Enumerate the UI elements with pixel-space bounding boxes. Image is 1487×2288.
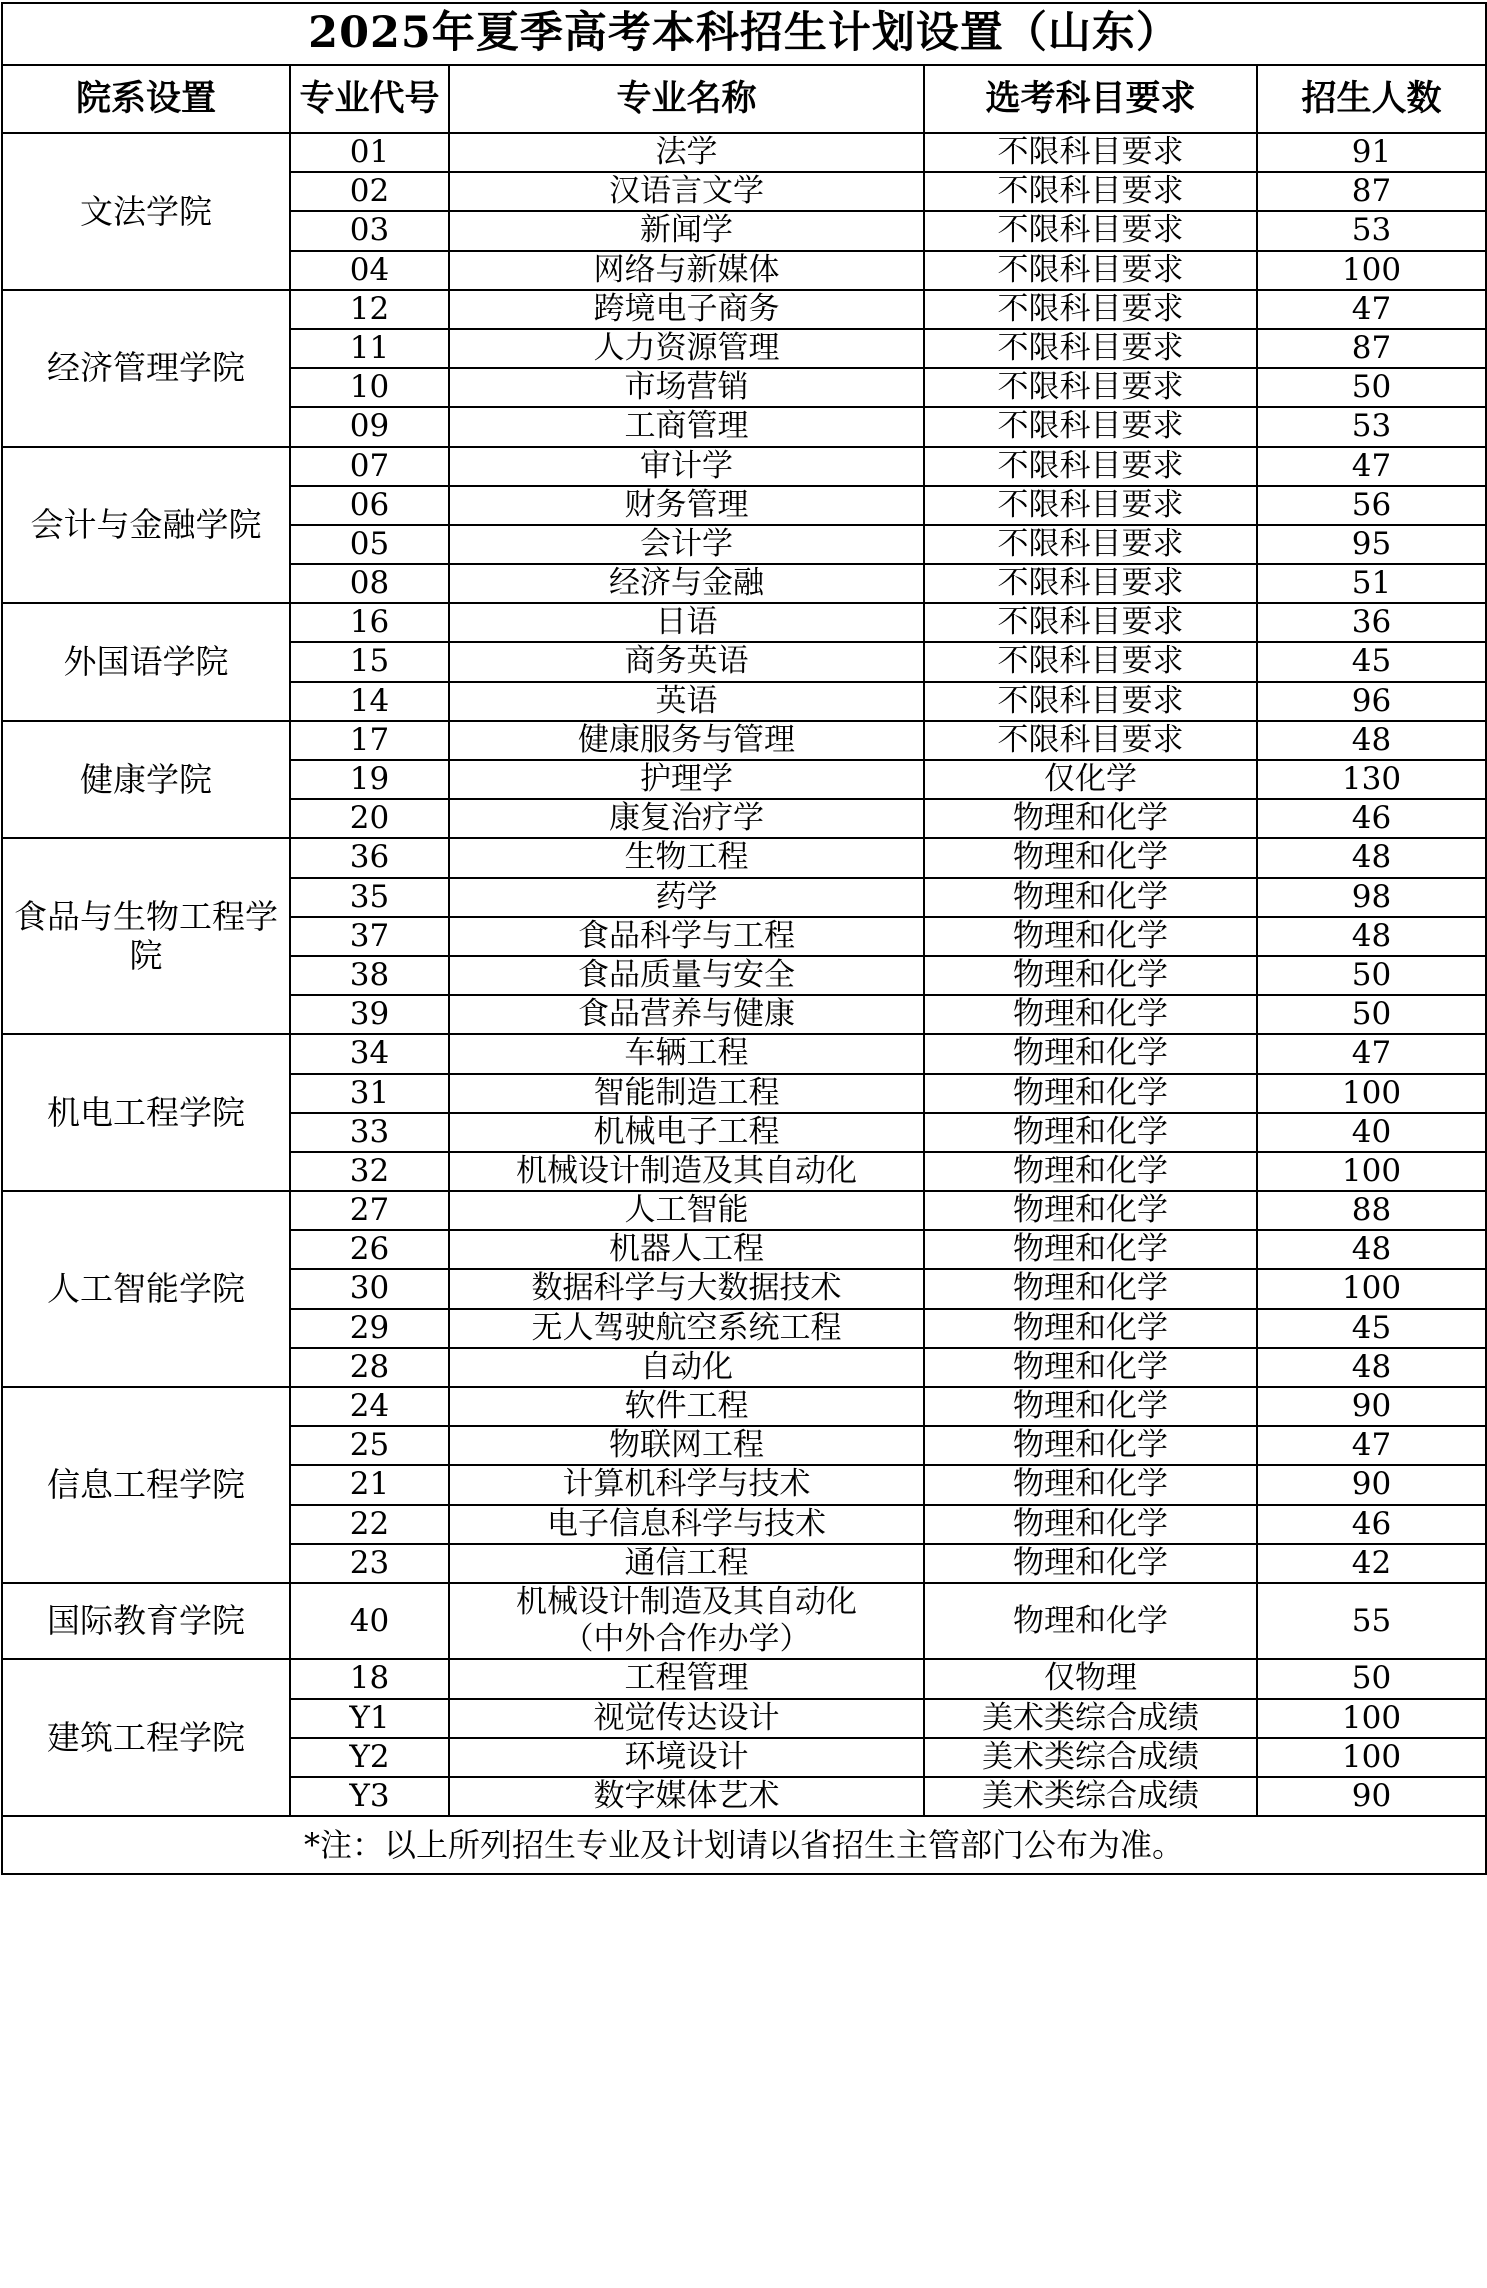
major-code: 10 (290, 368, 449, 407)
major-name: 自动化 (449, 1348, 924, 1387)
subject-requirement: 物理和化学 (924, 1426, 1257, 1465)
major-code: 24 (290, 1387, 449, 1426)
enrollment-count: 100 (1257, 251, 1486, 290)
major-name: 工程管理 (449, 1659, 924, 1698)
subject-requirement: 物理和化学 (924, 799, 1257, 838)
subject-requirement: 物理和化学 (924, 1074, 1257, 1113)
major-code: 39 (290, 995, 449, 1034)
major-name: 机械设计制造及其自动化 (449, 1152, 924, 1191)
enrollment-count: 47 (1257, 1034, 1486, 1073)
major-code: 07 (290, 447, 449, 486)
major-name: 通信工程 (449, 1544, 924, 1583)
table-row (2, 1387, 1486, 1426)
major-code: 28 (290, 1348, 449, 1387)
major-name: 财务管理 (449, 486, 924, 525)
major-name: 商务英语 (449, 642, 924, 681)
major-code: 02 (290, 172, 449, 211)
major-code: 25 (290, 1426, 449, 1465)
table-row (2, 133, 1486, 172)
major-code: 05 (290, 525, 449, 564)
admission-plan-table (1, 2, 1487, 1875)
major-code: 30 (290, 1269, 449, 1308)
major-name: 人工智能 (449, 1191, 924, 1230)
department-name: 健康学院 (2, 721, 290, 839)
subject-requirement: 不限科目要求 (924, 329, 1257, 368)
major-name: 机器人工程 (449, 1230, 924, 1269)
major-name: 车辆工程 (449, 1034, 924, 1073)
subject-requirement: 物理和化学 (924, 1544, 1257, 1583)
major-name: 新闻学 (449, 211, 924, 250)
major-code: 08 (290, 564, 449, 603)
enrollment-count: 91 (1257, 133, 1486, 172)
major-code: 23 (290, 1544, 449, 1583)
major-code: 37 (290, 917, 449, 956)
department-name: 国际教育学院 (2, 1583, 290, 1659)
subject-requirement: 不限科目要求 (924, 603, 1257, 642)
department-name: 外国语学院 (2, 603, 290, 721)
subject-requirement: 物理和化学 (924, 1348, 1257, 1387)
header-enrollment-count: 招生人数 (1257, 65, 1486, 133)
major-code: 18 (290, 1659, 449, 1698)
table-row (2, 1191, 1486, 1230)
major-name: 环境设计 (449, 1738, 924, 1777)
major-code: 40 (290, 1583, 449, 1659)
major-name: 智能制造工程 (449, 1074, 924, 1113)
major-code: 06 (290, 486, 449, 525)
subject-requirement: 仅物理 (924, 1659, 1257, 1698)
subject-requirement: 美术类综合成绩 (924, 1738, 1257, 1777)
enrollment-count: 51 (1257, 564, 1486, 603)
enrollment-count: 53 (1257, 211, 1486, 250)
major-name: 跨境电子商务 (449, 290, 924, 329)
enrollment-count: 100 (1257, 1269, 1486, 1308)
header-major-code: 专业代号 (290, 65, 449, 133)
major-name: 视觉传达设计 (449, 1699, 924, 1738)
enrollment-count: 53 (1257, 407, 1486, 446)
enrollment-count: 45 (1257, 1309, 1486, 1348)
major-code: 11 (290, 329, 449, 368)
major-code: 29 (290, 1309, 449, 1348)
enrollment-count: 48 (1257, 917, 1486, 956)
enrollment-count: 100 (1257, 1699, 1486, 1738)
subject-requirement: 物理和化学 (924, 838, 1257, 877)
major-name: 工商管理 (449, 407, 924, 446)
major-code: 12 (290, 290, 449, 329)
department-name: 会计与金融学院 (2, 447, 290, 604)
major-code: 27 (290, 1191, 449, 1230)
subject-requirement: 物理和化学 (924, 956, 1257, 995)
table-row (2, 721, 1486, 760)
major-code: 38 (290, 956, 449, 995)
table-row (2, 603, 1486, 642)
enrollment-count: 100 (1257, 1152, 1486, 1191)
major-name: 英语 (449, 682, 924, 721)
enrollment-count: 100 (1257, 1738, 1486, 1777)
subject-requirement: 物理和化学 (924, 1309, 1257, 1348)
major-name: 护理学 (449, 760, 924, 799)
major-name: 生物工程 (449, 838, 924, 877)
major-name: 市场营销 (449, 368, 924, 407)
department-name: 文法学院 (2, 133, 290, 290)
header-department: 院系设置 (2, 65, 290, 133)
major-code: 36 (290, 838, 449, 877)
department-name: 人工智能学院 (2, 1191, 290, 1387)
major-code: 16 (290, 603, 449, 642)
table-row (2, 1034, 1486, 1073)
enrollment-count: 87 (1257, 172, 1486, 211)
enrollment-count: 48 (1257, 838, 1486, 877)
major-name-note: （中外合作办学） (562, 1621, 811, 1658)
major-code: 17 (290, 721, 449, 760)
enrollment-count: 98 (1257, 878, 1486, 917)
subject-requirement: 不限科目要求 (924, 721, 1257, 760)
enrollment-count: 48 (1257, 721, 1486, 760)
subject-requirement: 不限科目要求 (924, 251, 1257, 290)
table-row (2, 290, 1486, 329)
major-name: 无人驾驶航空系统工程 (449, 1309, 924, 1348)
major-name: 审计学 (449, 447, 924, 486)
department-name: 建筑工程学院 (2, 1659, 290, 1816)
subject-requirement: 不限科目要求 (924, 290, 1257, 329)
subject-requirement: 物理和化学 (924, 995, 1257, 1034)
subject-requirement: 物理和化学 (924, 1113, 1257, 1152)
note-row (2, 1816, 1486, 1874)
major-name: 数字媒体艺术 (449, 1777, 924, 1816)
enrollment-count: 48 (1257, 1230, 1486, 1269)
header-subject-requirement: 选考科目要求 (924, 65, 1257, 133)
major-name: 机械电子工程 (449, 1113, 924, 1152)
header-row (2, 65, 1486, 133)
major-name: 食品科学与工程 (449, 917, 924, 956)
enrollment-count: 56 (1257, 486, 1486, 525)
major-name: 软件工程 (449, 1387, 924, 1426)
table-row (2, 447, 1486, 486)
major-name: 法学 (449, 133, 924, 172)
subject-requirement: 不限科目要求 (924, 682, 1257, 721)
major-name: 数据科学与大数据技术 (449, 1269, 924, 1308)
major-code: 31 (290, 1074, 449, 1113)
enrollment-count: 46 (1257, 1505, 1486, 1544)
major-name: 网络与新媒体 (449, 251, 924, 290)
major-code: 03 (290, 211, 449, 250)
major-name: 食品营养与健康 (449, 995, 924, 1034)
subject-requirement: 物理和化学 (924, 878, 1257, 917)
department-name: 经济管理学院 (2, 290, 290, 447)
major-code: 14 (290, 682, 449, 721)
subject-requirement: 物理和化学 (924, 1152, 1257, 1191)
major-code: Y3 (290, 1777, 449, 1816)
table-title: 2025年夏季高考本科招生计划设置（山东） (2, 3, 1486, 65)
major-code: 33 (290, 1113, 449, 1152)
major-code: 21 (290, 1465, 449, 1504)
enrollment-count: 96 (1257, 682, 1486, 721)
major-code: 09 (290, 407, 449, 446)
major-name: 食品质量与安全 (449, 956, 924, 995)
enrollment-count: 36 (1257, 603, 1486, 642)
subject-requirement: 物理和化学 (924, 1505, 1257, 1544)
major-name: 人力资源管理 (449, 329, 924, 368)
major-name: 康复治疗学 (449, 799, 924, 838)
title-row (2, 3, 1486, 65)
subject-requirement: 不限科目要求 (924, 172, 1257, 211)
table-row (2, 838, 1486, 877)
table-row (2, 1659, 1486, 1698)
subject-requirement: 物理和化学 (924, 1387, 1257, 1426)
subject-requirement: 不限科目要求 (924, 407, 1257, 446)
major-code: 22 (290, 1505, 449, 1544)
major-name: 健康服务与管理 (449, 721, 924, 760)
major-code: 01 (290, 133, 449, 172)
major-name (449, 1583, 924, 1659)
major-code: 15 (290, 642, 449, 681)
subject-requirement: 物理和化学 (924, 917, 1257, 956)
major-name: 会计学 (449, 525, 924, 564)
enrollment-count: 55 (1257, 1583, 1486, 1659)
major-name: 日语 (449, 603, 924, 642)
subject-requirement: 物理和化学 (924, 1465, 1257, 1504)
major-code: 26 (290, 1230, 449, 1269)
subject-requirement: 物理和化学 (924, 1034, 1257, 1073)
major-code: 35 (290, 878, 449, 917)
subject-requirement: 不限科目要求 (924, 211, 1257, 250)
enrollment-count: 47 (1257, 290, 1486, 329)
enrollment-count: 100 (1257, 1074, 1486, 1113)
subject-requirement: 不限科目要求 (924, 368, 1257, 407)
enrollment-count: 90 (1257, 1777, 1486, 1816)
subject-requirement: 物理和化学 (924, 1269, 1257, 1308)
subject-requirement: 物理和化学 (924, 1230, 1257, 1269)
enrollment-count: 130 (1257, 760, 1486, 799)
major-code: 32 (290, 1152, 449, 1191)
enrollment-count: 40 (1257, 1113, 1486, 1152)
enrollment-count: 88 (1257, 1191, 1486, 1230)
major-name: 汉语言文学 (449, 172, 924, 211)
enrollment-count: 90 (1257, 1387, 1486, 1426)
subject-requirement: 不限科目要求 (924, 486, 1257, 525)
department-name: 食品与生物工程学院 (2, 838, 290, 1034)
enrollment-count: 50 (1257, 1659, 1486, 1698)
enrollment-count: 95 (1257, 525, 1486, 564)
subject-requirement: 不限科目要求 (924, 564, 1257, 603)
major-name: 经济与金融 (449, 564, 924, 603)
major-name-line: 机械设计制造及其自动化 (516, 1583, 857, 1620)
major-code: Y1 (290, 1699, 449, 1738)
major-name: 计算机科学与技术 (449, 1465, 924, 1504)
major-code: 04 (290, 251, 449, 290)
subject-requirement: 美术类综合成绩 (924, 1699, 1257, 1738)
table-row (2, 1583, 1486, 1659)
subject-requirement: 不限科目要求 (924, 133, 1257, 172)
footnote: *注：以上所列招生专业及计划请以省招生主管部门公布为准。 (2, 1816, 1486, 1874)
enrollment-count: 47 (1257, 447, 1486, 486)
enrollment-count: 50 (1257, 368, 1486, 407)
enrollment-count: 45 (1257, 642, 1486, 681)
subject-requirement: 物理和化学 (924, 1583, 1257, 1659)
major-name: 电子信息科学与技术 (449, 1505, 924, 1544)
header-major-name: 专业名称 (449, 65, 924, 133)
major-code: 19 (290, 760, 449, 799)
major-code: Y2 (290, 1738, 449, 1777)
enrollment-count: 90 (1257, 1465, 1486, 1504)
enrollment-count: 50 (1257, 995, 1486, 1034)
department-name: 机电工程学院 (2, 1034, 290, 1191)
subject-requirement: 不限科目要求 (924, 447, 1257, 486)
major-name: 物联网工程 (449, 1426, 924, 1465)
major-code: 20 (290, 799, 449, 838)
major-name: 药学 (449, 878, 924, 917)
subject-requirement: 不限科目要求 (924, 525, 1257, 564)
enrollment-count: 46 (1257, 799, 1486, 838)
enrollment-count: 87 (1257, 329, 1486, 368)
subject-requirement: 不限科目要求 (924, 642, 1257, 681)
enrollment-count: 50 (1257, 956, 1486, 995)
enrollment-count: 48 (1257, 1348, 1486, 1387)
subject-requirement: 物理和化学 (924, 1191, 1257, 1230)
subject-requirement: 美术类综合成绩 (924, 1777, 1257, 1816)
department-name: 信息工程学院 (2, 1387, 290, 1583)
subject-requirement: 仅化学 (924, 760, 1257, 799)
enrollment-count: 42 (1257, 1544, 1486, 1583)
major-code: 34 (290, 1034, 449, 1073)
enrollment-count: 47 (1257, 1426, 1486, 1465)
